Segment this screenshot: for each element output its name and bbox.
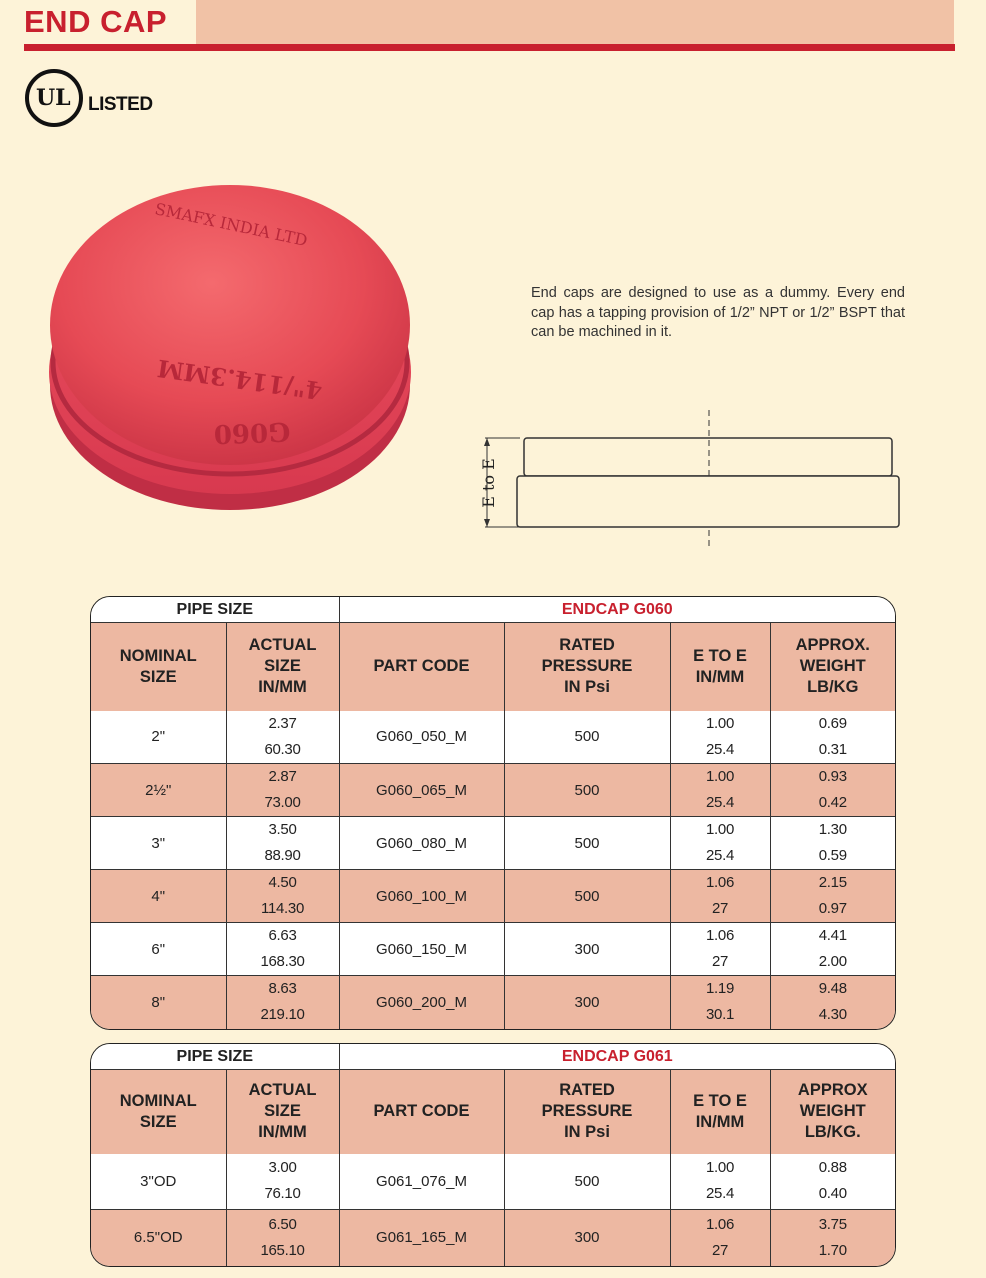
cell-actual-size [226, 923, 339, 976]
cell-nominal-size: 2½" [91, 764, 226, 817]
header-rule [24, 44, 955, 51]
cell-approx-weight-w-lb: 1.30 [818, 821, 847, 838]
cell-actual-size [226, 817, 339, 870]
ul-mark-text: UL [36, 85, 71, 111]
col-part-code: PART CODE [339, 1070, 504, 1154]
cell-actual-size-actual-in: 2.87 [268, 768, 297, 785]
cell-e-to-e [670, 870, 770, 923]
col-nominal-size: NOMINAL SIZE [91, 623, 226, 711]
cell-e-to-e-e-mm: 27 [711, 1241, 729, 1259]
table-row [91, 711, 895, 764]
cell-actual-size-actual-mm: 76.10 [264, 1185, 301, 1203]
cell-rated-pressure: 500 [504, 764, 670, 817]
table-group-header [91, 1044, 895, 1070]
col-approx-weight: APPROX WEIGHT LB/KG. [770, 1070, 895, 1154]
cell-actual-size-actual-in: 2.37 [268, 714, 297, 732]
cell-approx-weight-w-kg: 0.31 [818, 740, 847, 758]
end-cap-diagram [465, 405, 925, 555]
cell-actual-size [226, 870, 339, 923]
cell-actual-size-actual-in: 4.50 [268, 874, 297, 891]
page-header [0, 0, 955, 52]
cell-e-to-e [670, 1154, 770, 1210]
cell-approx-weight-w-lb: 9.48 [818, 980, 847, 998]
cell-approx-weight-w-kg: 0.97 [818, 900, 847, 917]
cell-part-code: G060_100_M [339, 870, 504, 923]
table-row [91, 870, 895, 923]
cell-nominal-size: 3" [91, 817, 226, 870]
cell-e-to-e-e-in: 1.06 [706, 927, 734, 944]
cell-approx-weight [770, 870, 895, 923]
cell-e-to-e [670, 976, 770, 1029]
cell-part-code: G060_065_M [339, 764, 504, 817]
cell-approx-weight-w-kg: 1.70 [818, 1241, 847, 1259]
cell-approx-weight-w-kg: 0.59 [818, 847, 847, 864]
header-band [196, 0, 954, 44]
ul-logo-icon [24, 68, 84, 128]
casting-top-text: SMAFX INDIA LTD [153, 199, 310, 251]
col-approx-weight: APPROX. WEIGHT LB/KG [770, 623, 895, 711]
cap-lower-outline [517, 476, 899, 527]
cell-rated-pressure: 300 [504, 1210, 670, 1266]
cell-part-code: G060_050_M [339, 711, 504, 764]
col-e-to-e: E TO E IN/MM [670, 1070, 770, 1154]
product-description: End caps are designed to use as a dummy. Every end cap has a tapping provision of 1/2” NPT or 1/2” BSPT that can be machined in it. [531, 285, 905, 340]
table-row [91, 923, 895, 976]
cell-actual-size-actual-mm: 168.30 [260, 953, 305, 970]
cell-e-to-e-e-in: 1.00 [706, 1159, 734, 1177]
table-endcap-g061 [90, 1043, 896, 1267]
cell-e-to-e-e-in: 1.19 [706, 980, 734, 998]
cell-approx-weight-w-lb: 0.88 [818, 1159, 847, 1177]
cell-approx-weight [770, 1210, 895, 1266]
cell-actual-size-actual-in: 3.00 [268, 1159, 297, 1177]
cell-e-to-e-e-mm: 25.4 [706, 1185, 734, 1203]
col-nominal-size: NOMINAL SIZE [91, 1070, 226, 1154]
cell-e-to-e [670, 711, 770, 764]
cell-actual-size [226, 1210, 339, 1266]
cell-approx-weight-w-lb: 2.15 [818, 874, 847, 891]
cap-upper-outline [524, 438, 892, 476]
cell-actual-size-actual-mm: 88.90 [264, 847, 301, 864]
table-column-headers [91, 623, 895, 711]
table-row [91, 976, 895, 1029]
cell-actual-size [226, 1154, 339, 1210]
cell-approx-weight [770, 764, 895, 817]
cell-nominal-size: 2" [91, 711, 226, 764]
cell-rated-pressure: 500 [504, 817, 670, 870]
casting-code-text: G060 [213, 415, 291, 449]
cell-actual-size-actual-mm: 60.30 [264, 740, 301, 758]
cell-rated-pressure: 300 [504, 923, 670, 976]
cell-e-to-e-e-in: 1.06 [706, 1215, 734, 1233]
table-row [91, 1210, 895, 1266]
col-actual-size: ACTUAL SIZE IN/MM [226, 623, 339, 711]
cell-actual-size-actual-in: 3.50 [268, 821, 297, 838]
table-group-header [91, 597, 895, 623]
cell-actual-size-actual-mm: 73.00 [264, 794, 301, 811]
cell-actual-size-actual-in: 6.63 [268, 927, 297, 944]
table-endcap-g060 [90, 596, 896, 1030]
cell-approx-weight [770, 976, 895, 1029]
group-endcap-title: ENDCAP G060 [339, 597, 895, 623]
listed-label: LISTED [88, 94, 153, 115]
cell-e-to-e-e-mm: 25.4 [706, 794, 734, 811]
cell-approx-weight [770, 923, 895, 976]
col-e-to-e: E TO E IN/MM [670, 623, 770, 711]
cell-approx-weight-w-lb: 3.75 [818, 1215, 847, 1233]
table-row [91, 817, 895, 870]
cell-approx-weight [770, 711, 895, 764]
cell-part-code: G061_076_M [339, 1154, 504, 1210]
cell-e-to-e [670, 817, 770, 870]
end-cap-photo [30, 140, 430, 540]
cell-e-to-e [670, 1210, 770, 1266]
cell-nominal-size: 4" [91, 870, 226, 923]
cell-e-to-e-e-mm: 30.1 [706, 1006, 734, 1024]
cell-actual-size-actual-in: 8.63 [268, 980, 297, 998]
cell-part-code: G060_150_M [339, 923, 504, 976]
cell-e-to-e [670, 764, 770, 817]
cell-approx-weight-w-lb: 0.69 [818, 714, 847, 732]
cell-part-code: G060_200_M [339, 976, 504, 1029]
cell-nominal-size: 3"OD [91, 1154, 226, 1210]
cell-approx-weight-w-kg: 4.30 [818, 1006, 847, 1024]
cell-e-to-e [670, 923, 770, 976]
cell-approx-weight-w-kg: 0.40 [818, 1185, 847, 1203]
cell-part-code: G060_080_M [339, 817, 504, 870]
col-part-code: PART CODE [339, 623, 504, 711]
cell-actual-size-actual-mm: 219.10 [260, 1006, 305, 1024]
cell-part-code: G061_165_M [339, 1210, 504, 1266]
cell-actual-size [226, 976, 339, 1029]
cell-e-to-e-e-mm: 25.4 [706, 740, 734, 758]
cell-approx-weight-w-lb: 0.93 [818, 768, 847, 785]
table-column-headers [91, 1070, 895, 1154]
cell-e-to-e-e-in: 1.06 [706, 874, 734, 891]
cell-actual-size [226, 764, 339, 817]
col-rated-pressure: RATED PRESSURE IN Psi [504, 623, 670, 711]
dim-arrow-top [484, 438, 490, 446]
cell-nominal-size: 6.5"OD [91, 1210, 226, 1266]
cell-rated-pressure: 500 [504, 1154, 670, 1210]
cell-e-to-e-e-mm: 27 [711, 900, 729, 917]
group-pipe-size: PIPE SIZE [91, 1044, 339, 1070]
casting-size-text: 4"/114.3MM [155, 353, 325, 406]
cell-approx-weight-w-kg: 0.42 [818, 794, 847, 811]
table-row [91, 764, 895, 817]
page-title: END CAP [24, 4, 168, 39]
cell-actual-size-actual-mm: 165.10 [260, 1241, 305, 1259]
table-row [91, 1154, 895, 1210]
cell-e-to-e-e-mm: 25.4 [706, 847, 734, 864]
cell-actual-size-actual-mm: 114.30 [261, 900, 304, 917]
col-rated-pressure: RATED PRESSURE IN Psi [504, 1070, 670, 1154]
group-pipe-size: PIPE SIZE [91, 597, 339, 623]
cell-e-to-e-e-mm: 27 [711, 953, 729, 970]
dim-arrow-bottom [484, 519, 490, 527]
cell-approx-weight [770, 817, 895, 870]
cell-approx-weight-w-lb: 4.41 [818, 927, 847, 944]
group-endcap-title: ENDCAP G061 [339, 1044, 895, 1070]
cell-e-to-e-e-in: 1.00 [706, 821, 734, 838]
cell-approx-weight-w-kg: 2.00 [818, 953, 847, 970]
cell-actual-size-actual-in: 6.50 [268, 1215, 297, 1233]
cell-rated-pressure: 500 [504, 711, 670, 764]
cell-e-to-e-e-in: 1.00 [706, 768, 734, 785]
cell-actual-size [226, 711, 339, 764]
dim-label: E to E [479, 458, 498, 508]
cell-e-to-e-e-in: 1.00 [706, 714, 734, 732]
cell-nominal-size: 6" [91, 923, 226, 976]
col-actual-size: ACTUAL SIZE IN/MM [226, 1070, 339, 1154]
cell-approx-weight [770, 1154, 895, 1210]
cell-nominal-size: 8" [91, 976, 226, 1029]
cell-rated-pressure: 300 [504, 976, 670, 1029]
cell-rated-pressure: 500 [504, 870, 670, 923]
